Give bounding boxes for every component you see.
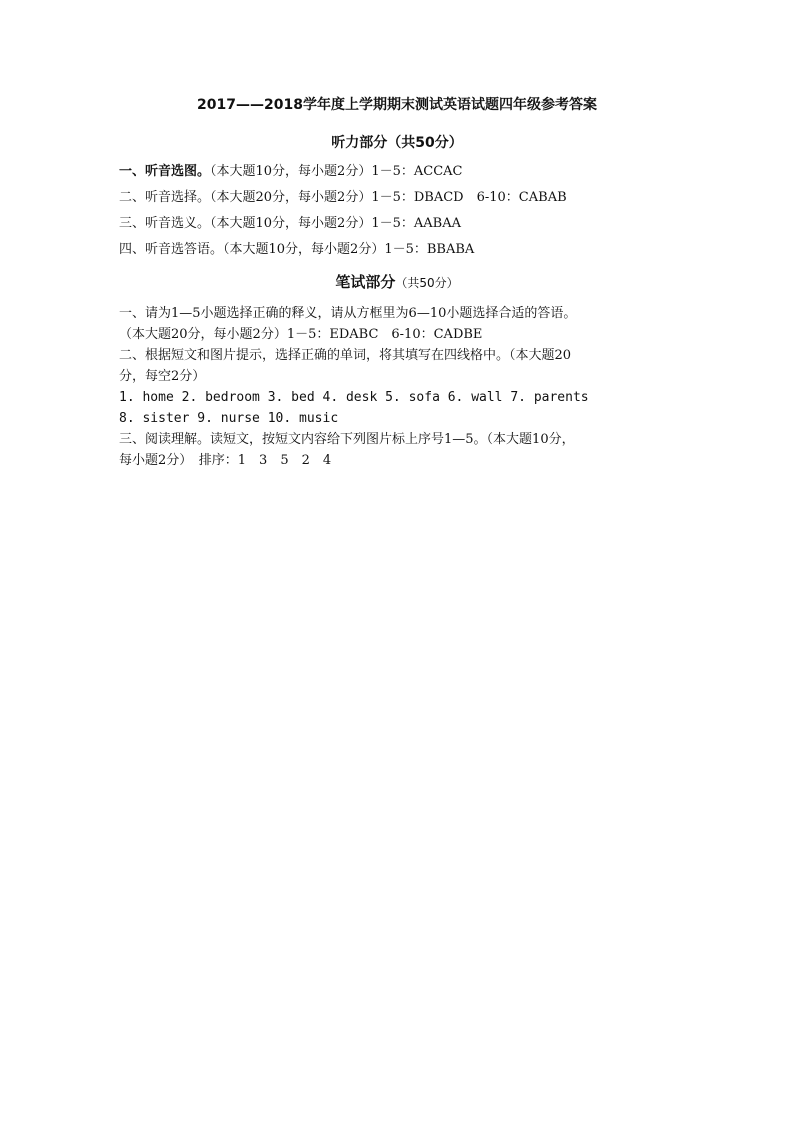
writing-line-3: 二、根据短文和图片提示，选择正确的单词，将其填写在四线格中。（本大题20 <box>119 348 572 363</box>
writing-heading-text: 笔试部分 <box>335 273 396 291</box>
listening-item-1-answer: （本大题10分，每小题2分）1－5：ACCAC <box>210 164 463 179</box>
writing-heading-note: （共50分） <box>395 276 459 290</box>
listening-item-3 <box>119 214 679 234</box>
writing-line-7: 三、阅读理解。读短文，按短文内容给下列图片标上序号1—5。（本大题10分， <box>119 432 575 447</box>
listening-section-heading: 听力部分（共50分） <box>331 135 463 151</box>
writing-section-heading <box>0 271 794 292</box>
listening-item-2-label: 二、听音选择。 <box>119 190 211 205</box>
listening-item-1 <box>119 162 679 182</box>
writing-line-1: 一、请为1—5小题选择正确的释义，请从方框里为6—10小题选择合适的答语。 <box>119 306 577 321</box>
writing-line-4: 分，每空2分） <box>119 369 206 384</box>
listening-item-4-label: 四、听音选答语。 <box>119 242 224 257</box>
listening-item-3-label: 三、听音选义。 <box>119 216 211 231</box>
writing-line-2: （本大题20分，每小题2分）1－5：EDABC 6-10：CADBE <box>119 327 483 342</box>
listening-item-2-answer: （本大题20分，每小题2分）1－5：DBACD 6-10：CABAB <box>210 190 567 205</box>
listening-item-2 <box>119 188 679 208</box>
listening-item-4-answer: （本大题10分，每小题2分）1－5：BBABA <box>223 242 475 257</box>
writing-line-8: 每小题2分） 排序：1 3 5 2 4 <box>119 453 332 468</box>
page-title: 2017——2018学年度上学期期末测试英语试题四年级参考答案 <box>197 97 597 113</box>
listening-item-4 <box>119 240 679 260</box>
writing-line-5: 1. home 2. bedroom 3. bed 4. desk 5. sofa 6. wall 7. parents <box>119 390 589 405</box>
listening-item-1-label: 一、听音选图。 <box>119 164 211 179</box>
writing-line-6: 8. sister 9. nurse 10. music <box>119 411 339 426</box>
listening-item-3-answer: （本大题10分，每小题2分）1－5：AABAA <box>210 216 461 231</box>
